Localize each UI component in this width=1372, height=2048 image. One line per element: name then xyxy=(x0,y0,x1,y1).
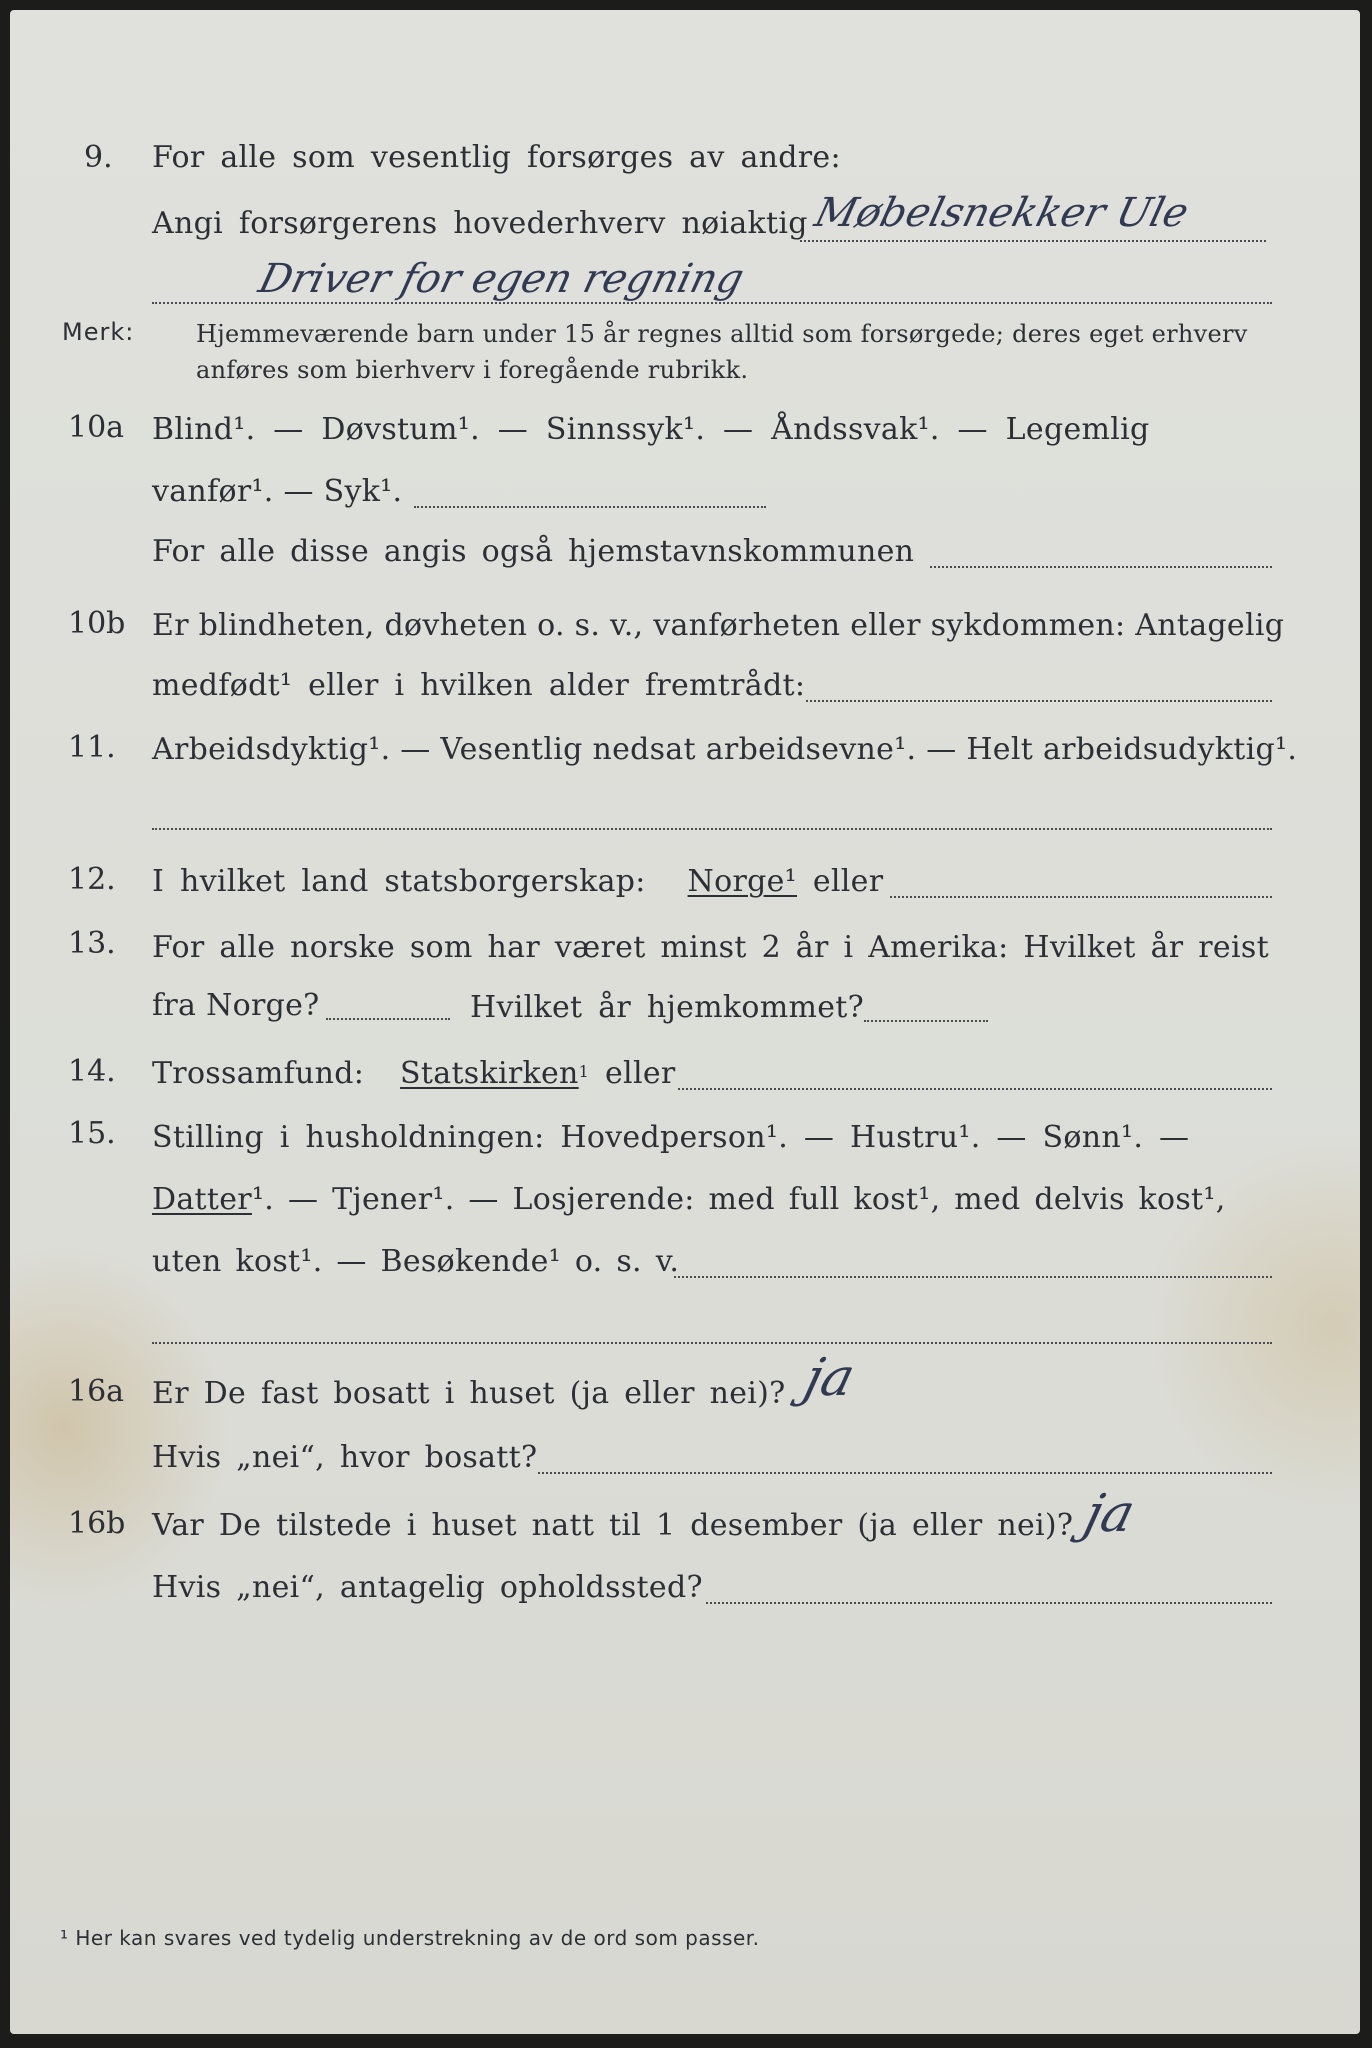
q12-answer-line xyxy=(890,894,1272,898)
q12-number: 12. xyxy=(68,862,116,897)
q10a-answer-line xyxy=(414,504,766,508)
q16a-handwritten-answer: ja xyxy=(798,1348,861,1408)
q13-line1: For alle norske som har været minst 2 år i Amerika: Hvilket år reist xyxy=(152,930,1269,965)
q15-line3: uten kost¹. — Besøkende¹ o. s. v. xyxy=(152,1244,680,1279)
census-form-page xyxy=(10,10,1360,2034)
q14-text xyxy=(152,1054,676,1094)
q13-line2a: fra Norge? xyxy=(152,988,320,1023)
q15-answer-line1 xyxy=(674,1274,1272,1278)
q16b-number: 16b xyxy=(68,1506,126,1541)
q11-number: 11. xyxy=(68,730,116,765)
q13-line2b: Hvilket år hjemkommet? xyxy=(470,990,865,1025)
q9-handwritten-answer1: Møbelsnekker Ule xyxy=(810,190,1193,236)
q9-line1: For alle som vesentlig forsørges av andre: xyxy=(152,140,841,175)
q15-line2 xyxy=(152,1180,1226,1220)
q13-year-returned-line xyxy=(864,1018,988,1022)
q16b-line1: Var De tilstede i huset natt til 1 desember (ja eller nei)? xyxy=(152,1508,1074,1543)
q10b-number: 10b xyxy=(68,606,126,641)
q9-line2: Angi forsørgerens hovederhverv nøiaktig xyxy=(152,206,808,241)
q14-underlined-statskirken: Statskirken xyxy=(400,1056,579,1091)
q14-answer-line xyxy=(678,1086,1272,1090)
q10a-number: 10a xyxy=(68,410,125,445)
q12-text xyxy=(152,862,883,902)
q10b-line1: Er blindheten, døvheten o. s. v., vanførheten eller sykdommen: Antagelig xyxy=(152,608,1285,643)
q16b-handwritten-answer: ja xyxy=(1078,1484,1141,1544)
q10b-answer-line xyxy=(806,698,1272,702)
q12-question: I hvilket land statsborgerskap: xyxy=(152,864,646,899)
q15-line2-rest: ¹. — Tjener¹. — Losjerende: med full kost¹, med delvis kost¹, xyxy=(251,1182,1226,1217)
q11-answer-line xyxy=(152,826,1272,830)
q16a-line2: Hvis „nei“, hvor bosatt? xyxy=(152,1440,538,1475)
q14-question: Trossamfund: xyxy=(152,1056,365,1091)
q15-answer-line2 xyxy=(152,1340,1272,1344)
q14-sup: 1 xyxy=(578,1062,590,1081)
q13-year-left-line xyxy=(326,1016,450,1020)
merk-label: Merk: xyxy=(62,318,135,346)
q10b-line2: medfødt¹ eller i hvilken alder fremtrådt: xyxy=(152,668,806,703)
q15-line1: Stilling i husholdningen: Hovedperson¹. — Hustru¹. — Sønn¹. — xyxy=(152,1120,1190,1155)
q16b-line2: Hvis „nei“, antagelig opholdssted? xyxy=(152,1570,703,1605)
q9-answer-line1 xyxy=(800,238,1266,242)
q10a-line2: vanfør¹. — Syk¹. xyxy=(152,474,403,509)
q16a-line1: Er De fast bosatt i huset (ja eller nei)? xyxy=(152,1376,786,1411)
q10a-line3: For alle disse angis også hjemstavnskommunen xyxy=(152,534,915,569)
q15-underlined-datter: Datter xyxy=(152,1182,252,1217)
q14-number: 14. xyxy=(68,1054,116,1089)
q14-eller: eller xyxy=(605,1056,676,1091)
q16a-answer-line xyxy=(538,1470,1272,1474)
merk-line2: anføres som bierhverv i foregående rubrikk. xyxy=(196,356,749,384)
q11-line1: Arbeidsdyktig¹. — Vesentlig nedsat arbeidsevne¹. — Helt arbeidsudyktig¹. xyxy=(152,732,1298,767)
q12-eller: eller xyxy=(812,864,884,899)
q10a-line1: Blind¹. — Døvstum¹. — Sinnssyk¹. — Åndssvak¹. — Legemlig xyxy=(152,412,1150,447)
q13-number: 13. xyxy=(68,926,116,961)
footnote: ¹ Her kan svares ved tydelig understrekning av de ord som passer. xyxy=(60,1926,760,1950)
merk-line1: Hjemmeværende barn under 15 år regnes alltid som forsørgede; deres eget erhverv xyxy=(196,320,1248,348)
q12-underlined-norge: Norge¹ xyxy=(687,864,797,899)
q10a-hjemstavn-line xyxy=(930,564,1272,568)
q9-handwritten-answer2: Driver for egen regning xyxy=(254,256,749,302)
q16a-number: 16a xyxy=(68,1374,125,1409)
q15-number: 15. xyxy=(68,1116,116,1151)
q16b-answer-line xyxy=(706,1600,1272,1604)
q9-number: 9. xyxy=(84,140,113,175)
